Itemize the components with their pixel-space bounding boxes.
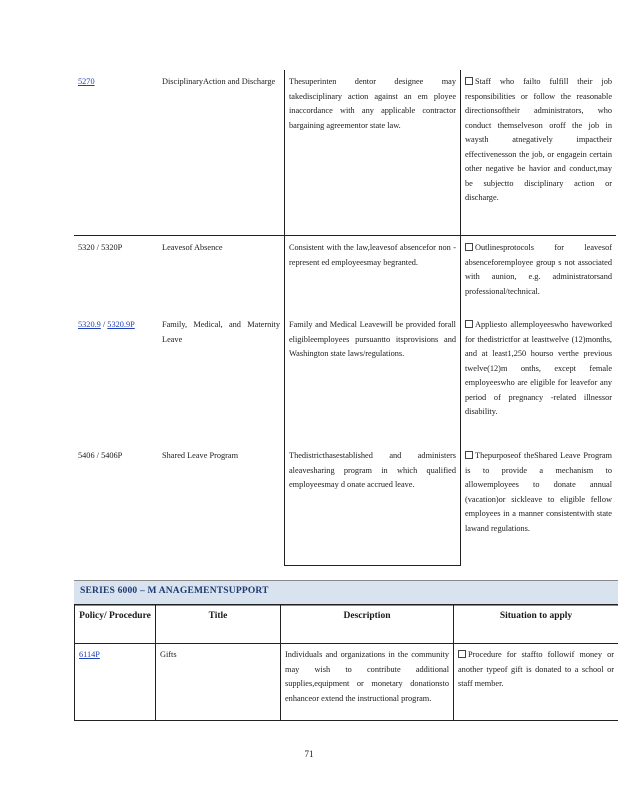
column-header-policy: Policy/ Procedure [75,605,156,644]
situation-text: Outlinesprotocols for leavesof absenceforemployee group s not associated with aunion, e.g. administratorsand professional/technical. [465,243,612,296]
procedure-number: 5406P [101,451,123,460]
table-row [74,313,616,444]
situation-text: Thepurposeof theShared Leave Program is to provide a mechanism to allowemployees to donate annual (vacation)or sickleave to eligible fellow employees in a manner consistentwith state lawand regulations. [465,451,612,533]
table-row [75,644,618,721]
series-heading: SERIES 6000 – M ANAGEMENTSUPPORT [80,586,269,596]
column-header-situation: Situation to apply [454,605,618,644]
policy-situation-cell [461,236,617,314]
situation-text: Procedure for staffto followif money or another typeof gift is donated to a school or staff member. [458,650,614,688]
policy-situation-cell [461,313,617,444]
policy-title-cell: Family, Medical, and Maternity Leave [162,320,280,344]
procedure-link[interactable]: 6114P [79,650,100,659]
checkbox-bullet-icon [465,320,473,328]
policy-situation-cell [461,444,617,566]
policy-table-continued [74,70,616,566]
table-row [74,70,616,236]
policy-number-cell: 5406 / 5406P [78,451,123,460]
policy-description-cell: Family and Medical Leavewill be provided forall eligibleemployees pursuantto itsprovisions and Washington state laws/regulations. [285,313,461,444]
page-number: 71 [304,749,314,759]
policy-title-cell: Leavesof Absence [158,236,285,314]
policy-number-cell: 5320 / 5320P [74,236,158,314]
policy-title-cell: DisciplinaryAction and Discharge [162,77,276,86]
policy-description-cell: Consistent with the law,leavesof absencefor non -represent ed employeesmay begranted. [285,236,461,314]
policy-title-cell: Shared Leave Program [162,451,239,460]
series-heading-band [74,580,618,606]
column-header-title: Title [156,605,281,644]
policy-link[interactable]: 5320.9 [78,320,101,329]
policy-table-series-6000 [74,604,618,721]
table-row [74,236,616,314]
checkbox-bullet-icon [458,650,466,658]
policy-number-cell [75,644,156,721]
situation-text: Appliesto allemployeeswho haveworked for thedistrictfor at leasttwelve (12)months, and at least1,250 hourso verthe previous twelve(12)m onths, except female employeeswho are eligible for leavefor any period of pregnancy -related illnessor disability. [465,320,612,416]
checkbox-bullet-icon [465,77,473,85]
policy-description-cell: Thesuperinten dentor designee may takedisciplinary action against an em ployee inaccordance with any applicable contractor bargaining agreementor state law. [285,70,461,236]
policy-link[interactable]: 5270 [78,77,95,86]
checkbox-bullet-icon [465,243,473,251]
policy-number: 5320 [78,243,95,252]
policy-description-cell: Individuals and organizations in the community may wish to contribute additional supplies,equipment or monetary donationsto enhanceor extend the instructional program. [281,644,454,721]
policy-situation-cell [454,644,618,721]
procedure-number: 5320P [101,243,123,252]
policy-situation-cell [461,70,617,236]
policy-description-cell: Thedistricthasestablished and administers aleavesharing program in which qualified employeesmay d onate accrued leave. [285,444,461,566]
policy-number-cell: 5320.9 / 5320.9P [78,320,135,329]
policy-title-cell: Gifts [156,644,281,721]
checkbox-bullet-icon [465,451,473,459]
table-row [74,444,616,566]
column-header-description: Description [281,605,454,644]
situation-text: Staff who failto fulfill their job responsibilities or follow the reasonable directionsoftheir administrators, who conduct themselveson oroff the job in waysth atnegatively impactheir effectivenesson the job, or engagein certain other negative be havior and conduct,may be subjectto disciplinary action or discharge. [465,77,612,202]
policy-number: 5406 [78,451,95,460]
policy-number-cell [74,70,158,236]
procedure-link[interactable]: 5320.9P [107,320,135,329]
table-header-row [75,605,618,644]
